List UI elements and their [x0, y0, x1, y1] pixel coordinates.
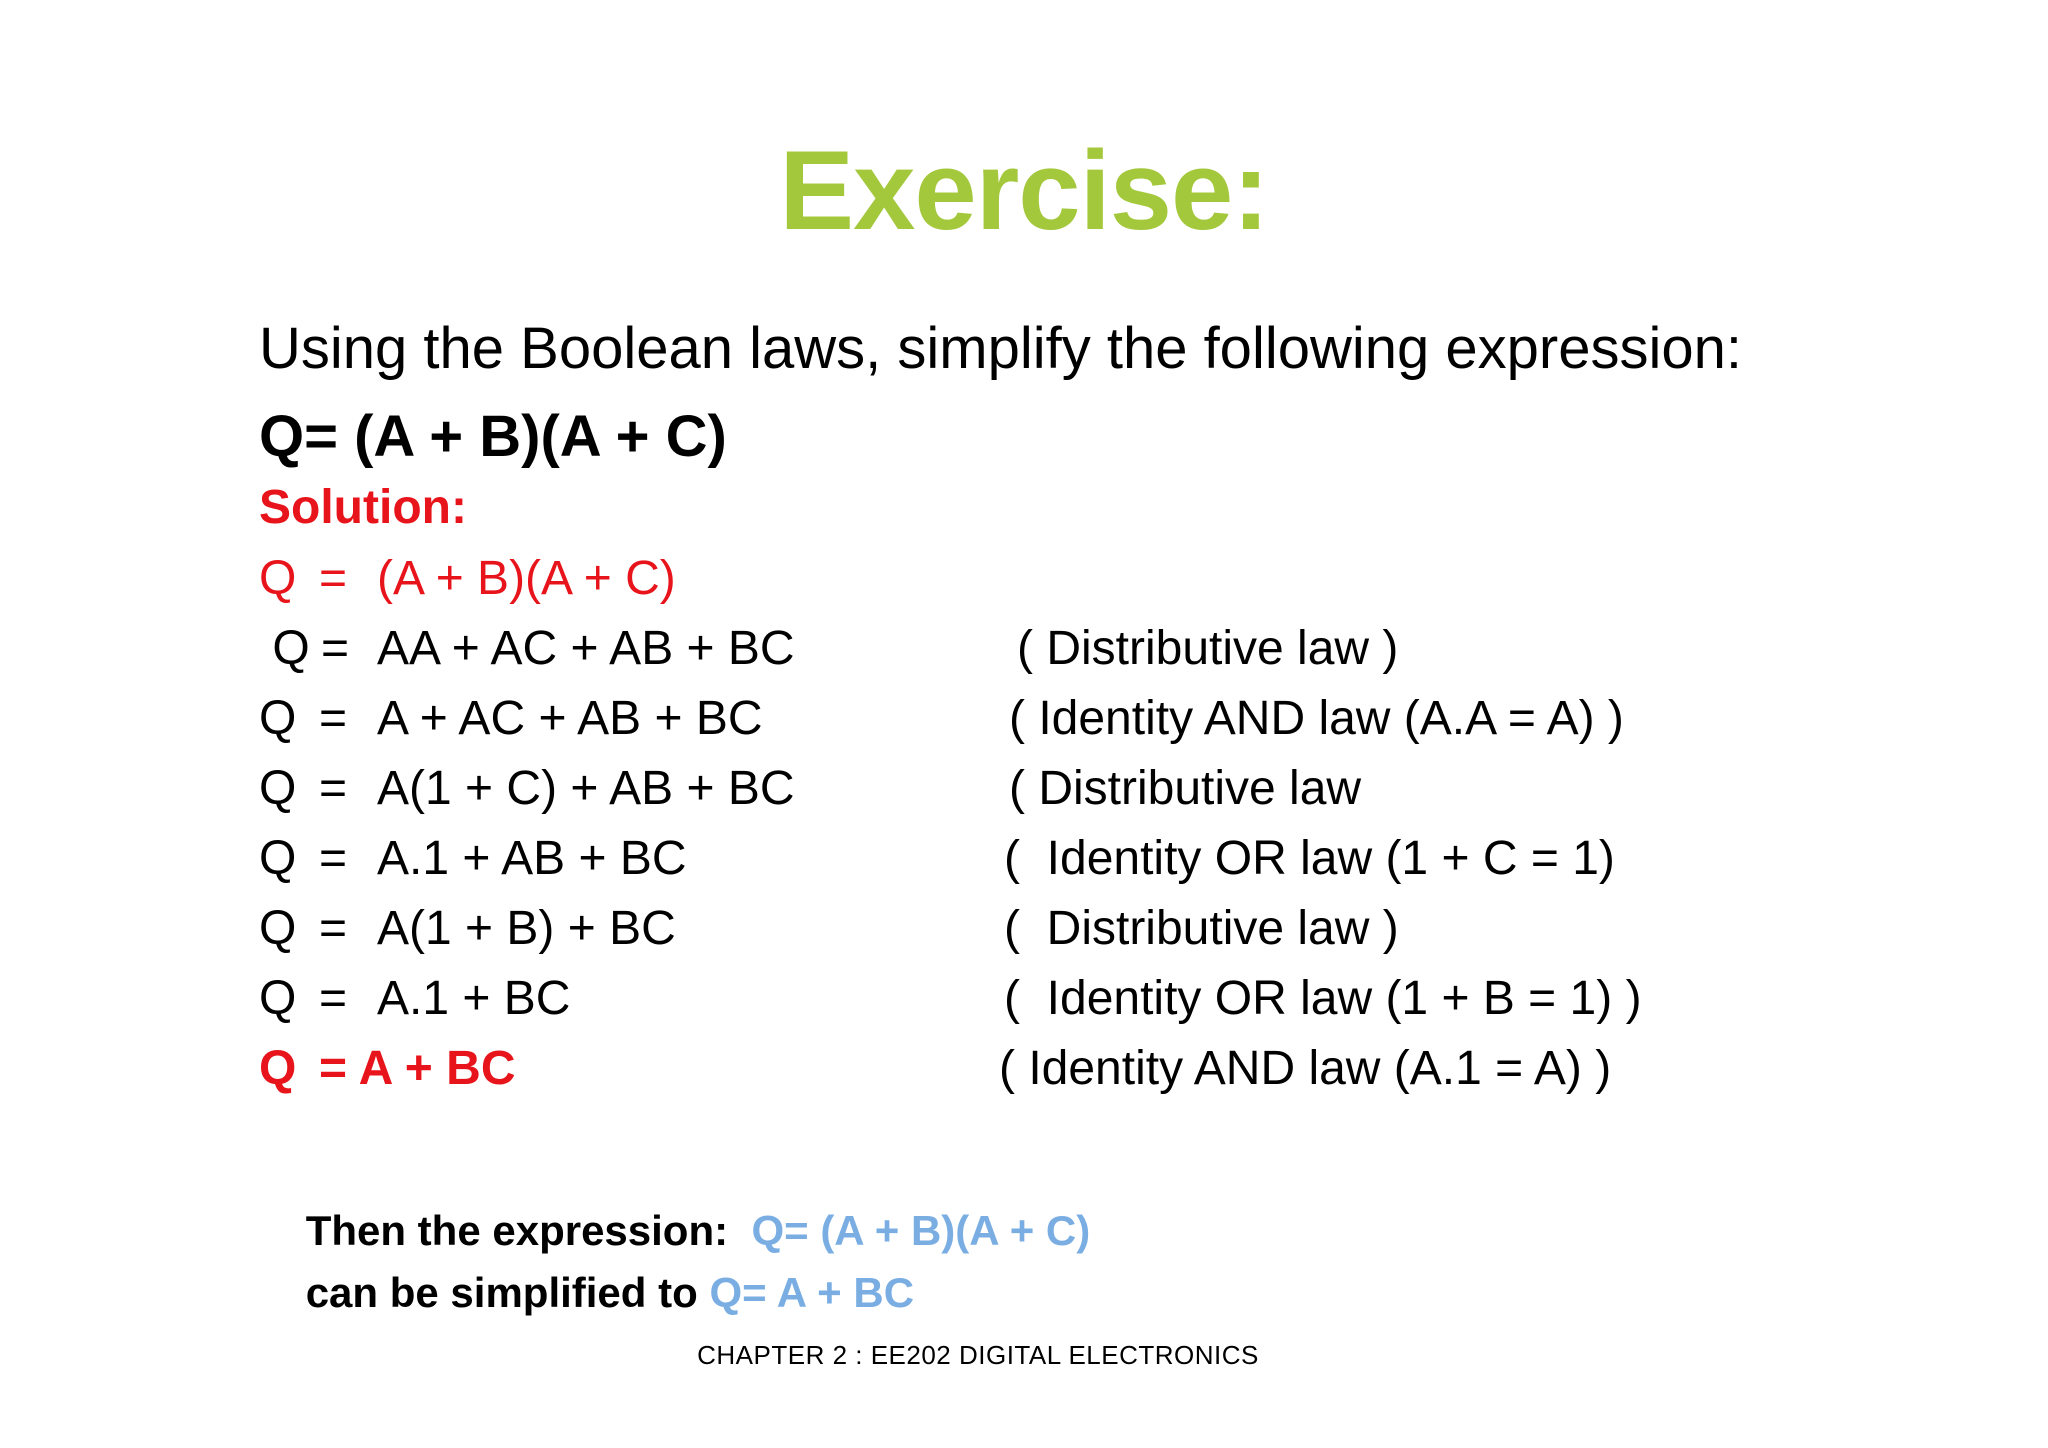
step-equals: = [321, 622, 350, 675]
step-lhs: Q [259, 692, 297, 745]
exercise-expression: Q= (A + B)(A + C) [259, 404, 727, 469]
solution-step [259, 902, 1859, 961]
step-law: ( Identity AND law (A.1 = A) ) [999, 1042, 1612, 1095]
step-equals: = [319, 692, 348, 745]
step-rhs: A.1 + BC [377, 972, 571, 1025]
final-lhs: Q [259, 1042, 297, 1095]
step-law: ( Distributive law ) [1017, 622, 1399, 675]
step-law: ( Identity AND law (A.A = A) ) [1009, 692, 1624, 745]
solution-step [259, 622, 1859, 681]
step-rhs: A.1 + AB + BC [377, 832, 687, 885]
step-lhs: Q [259, 902, 297, 955]
step-lhs: Q [259, 762, 297, 815]
step-rhs: A(1 + C) + AB + BC [377, 762, 795, 815]
step-lhs: Q [259, 622, 310, 675]
step-lhs: Q [259, 972, 297, 1025]
step-lhs: Q [259, 832, 297, 885]
conclusion-text: Then the expression: [305, 1207, 729, 1254]
step-equals: = [319, 762, 348, 815]
conclusion-text: can be simplified to [305, 1269, 698, 1316]
solution-step [259, 692, 1859, 751]
exercise-prompt: Using the Boolean laws, simplify the following expression: [259, 316, 1742, 381]
step-rhs: A(1 + B) + BC [377, 902, 676, 955]
step-equals: = [319, 902, 348, 955]
original-expression: Q= (A + B)(A + C) [751, 1207, 1091, 1254]
step-lhs: Q [259, 552, 297, 605]
solution-step-initial [259, 552, 1859, 611]
simplified-expression: Q= A + BC [709, 1269, 915, 1316]
step-equals: = [319, 832, 348, 885]
step-law: ( Distributive law [1009, 762, 1362, 815]
step-equals: = [319, 552, 348, 605]
slide-title: Exercise: [779, 128, 1269, 253]
slide-footer: CHAPTER 2 : EE202 DIGITAL ELECTRONICS [697, 1340, 1259, 1370]
step-law: ( Distributive law ) [1004, 902, 1399, 955]
solution-step [259, 762, 1859, 821]
conclusion-line-2 [259, 1230, 914, 1356]
step-rhs: (A + B)(A + C) [377, 552, 676, 605]
final-result: = A + BC [319, 1042, 516, 1095]
solution-label: Solution: [259, 481, 467, 534]
solution-step [259, 832, 1859, 891]
step-equals: = [319, 972, 348, 1025]
solution-step-final [259, 1042, 1859, 1101]
step-law: ( Identity OR law (1 + B = 1) ) [1004, 972, 1642, 1025]
solution-step [259, 972, 1859, 1031]
step-rhs: AA + AC + AB + BC [377, 622, 795, 675]
step-rhs: A + AC + AB + BC [377, 692, 763, 745]
step-law: ( Identity OR law (1 + C = 1) [1004, 832, 1615, 885]
